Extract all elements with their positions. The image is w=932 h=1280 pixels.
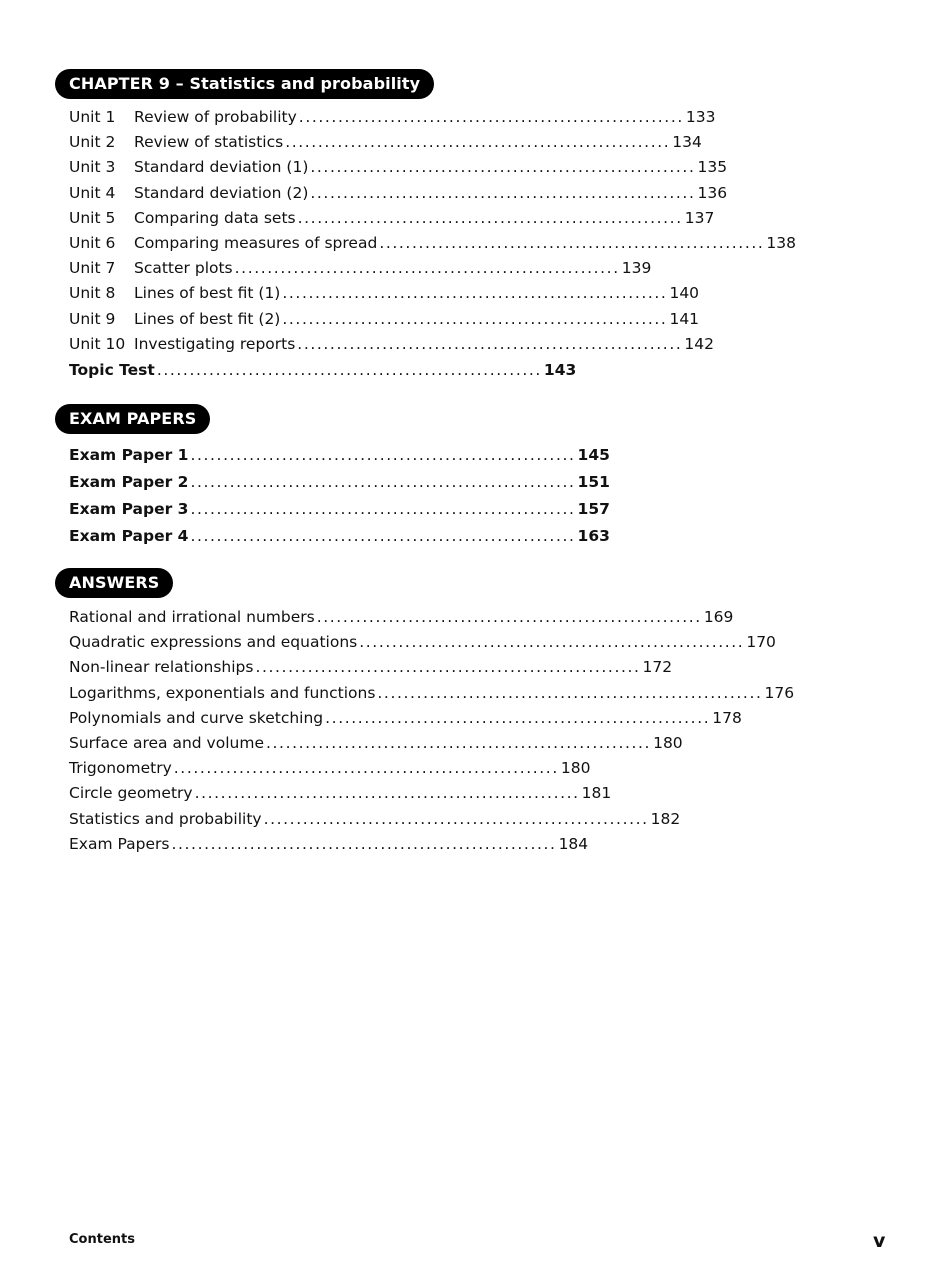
footer-page-number: v <box>873 1230 886 1252</box>
leader-dots: ........................................................... <box>285 133 671 152</box>
unit-title: Review of statistics <box>134 133 284 152</box>
leader-dots: ........................................................... <box>190 500 576 518</box>
leader-dots: ........................................................... <box>379 233 765 252</box>
answer-title: Trigonometry <box>69 759 172 778</box>
unit-number: Unit 5 <box>69 208 116 227</box>
page-number: 137 <box>684 208 715 227</box>
toc-row-answer[interactable] <box>69 630 776 655</box>
unit-title: Comparing measures of spread <box>134 233 378 252</box>
unit-title: Comparing data sets <box>134 208 296 227</box>
leader-dots: ........................................................... <box>194 784 580 803</box>
leader-dots: ........................................................... <box>263 809 649 828</box>
answer-title: Quadratic expressions and equations <box>69 633 358 652</box>
toc-row-answer[interactable] <box>69 832 589 857</box>
page-number: 140 <box>669 284 700 303</box>
leader-dots: ........................................................... <box>310 183 696 202</box>
page-number: 182 <box>650 809 681 828</box>
leader-dots: ........................................................... <box>325 708 711 727</box>
chapter-9-header: CHAPTER 9 – Statistics and probability <box>55 69 434 99</box>
toc-row-answer[interactable] <box>69 681 795 706</box>
answer-title: Non-linear relationships <box>69 658 254 677</box>
topic-test-title: Topic Test <box>69 360 155 379</box>
leader-dots: ........................................................... <box>173 759 559 778</box>
toc-row-exam-paper-2[interactable] <box>69 469 610 496</box>
unit-title: Standard deviation (1) <box>134 158 309 177</box>
exam-papers-section <box>55 404 610 550</box>
leader-dots: ........................................................... <box>377 683 763 702</box>
unit-number: Unit 4 <box>69 183 116 202</box>
answers-section <box>55 568 795 857</box>
chapter-9-unit-list <box>69 105 796 384</box>
answer-title: Logarithms, exponentials and functions <box>69 683 376 702</box>
leader-dots: ........................................................... <box>265 733 652 752</box>
leader-dots: ........................................................... <box>297 208 683 227</box>
page-number: 138 <box>766 233 796 252</box>
page-number: 145 <box>577 446 610 464</box>
unit-title: Investigating reports <box>134 334 296 353</box>
exam-paper-title: Exam Paper 1 <box>69 446 189 464</box>
toc-row-answer[interactable] <box>69 655 673 680</box>
leader-dots: ........................................................... <box>298 108 684 126</box>
leader-dots: ........................................................... <box>310 158 696 177</box>
leader-dots: ........................................................... <box>282 309 668 328</box>
unit-number: Unit 8 <box>69 284 116 303</box>
exam-papers-header: EXAM PAPERS <box>55 404 210 434</box>
page-number: 180 <box>653 733 683 752</box>
page-number: 142 <box>684 334 714 353</box>
unit-number: Unit 2 <box>69 133 116 152</box>
answer-title: Rational and irrational numbers <box>69 608 315 626</box>
toc-row-exam-paper-3[interactable] <box>69 496 610 523</box>
toc-row-answer[interactable] <box>69 781 612 806</box>
page-number: 141 <box>669 309 700 328</box>
unit-title: Review of probability <box>134 108 297 126</box>
answer-title: Polynomials and curve sketching <box>69 708 324 727</box>
toc-row-unit-3[interactable] <box>69 155 728 180</box>
answers-header: ANSWERS <box>55 568 173 598</box>
exam-paper-title: Exam Paper 3 <box>69 500 189 518</box>
page-number: 170 <box>746 633 776 652</box>
exam-paper-title: Exam Paper 2 <box>69 473 189 491</box>
page-number: 163 <box>577 527 610 545</box>
unit-number: Unit 7 <box>69 259 116 278</box>
toc-row-exam-paper-1[interactable] <box>69 442 610 469</box>
leader-dots: ........................................................... <box>171 834 557 853</box>
exam-paper-title: Exam Paper 4 <box>69 527 189 545</box>
unit-number: Unit 3 <box>69 158 116 177</box>
leader-dots: ........................................................... <box>255 658 641 677</box>
page-number: 157 <box>577 500 610 518</box>
page-number: 151 <box>577 473 610 491</box>
leader-dots: ........................................................... <box>190 473 576 491</box>
toc-row-unit-6[interactable] <box>69 231 796 256</box>
unit-title: Lines of best fit (1) <box>134 284 281 303</box>
toc-row-unit-2[interactable] <box>69 130 702 155</box>
unit-number: Unit 9 <box>69 309 116 328</box>
page-number: 135 <box>697 158 728 177</box>
page-number: 133 <box>685 108 716 126</box>
toc-row-answer[interactable] <box>69 731 683 756</box>
answers-list <box>69 605 795 857</box>
leader-dots: ........................................................... <box>359 633 745 652</box>
toc-row-unit-9[interactable] <box>69 307 700 332</box>
toc-row-exam-paper-4[interactable] <box>69 523 610 550</box>
toc-row-unit-4[interactable] <box>69 181 728 206</box>
toc-row-answer[interactable] <box>69 807 681 832</box>
footer-label: Contents <box>69 1232 135 1247</box>
chapter-9-section <box>55 69 796 384</box>
leader-dots: ........................................................... <box>282 284 668 303</box>
page-number: 176 <box>764 683 795 702</box>
toc-row-answer[interactable] <box>69 706 742 731</box>
page-number: 134 <box>672 133 702 152</box>
unit-title: Scatter plots <box>134 259 233 278</box>
page-number: 180 <box>560 759 591 778</box>
toc-row-unit-5[interactable] <box>69 206 715 231</box>
toc-row-topic-test[interactable] <box>69 357 577 384</box>
answer-title: Statistics and probability <box>69 809 262 828</box>
page-number: 178 <box>712 708 742 727</box>
leader-dots: ........................................................... <box>316 608 702 626</box>
toc-row-unit-10[interactable] <box>69 332 714 357</box>
leader-dots: ........................................................... <box>156 360 542 379</box>
toc-row-answer[interactable] <box>69 756 591 781</box>
answer-title: Exam Papers <box>69 834 170 853</box>
answer-title: Circle geometry <box>69 784 193 803</box>
page-number: 181 <box>581 784 612 803</box>
page-number: 143 <box>543 360 577 379</box>
toc-row-unit-8[interactable] <box>69 281 700 306</box>
unit-number: Unit 10 <box>69 334 126 353</box>
page-number: 169 <box>703 608 734 626</box>
answer-title: Surface area and volume <box>69 733 264 752</box>
toc-row-unit-1[interactable] <box>69 105 716 130</box>
leader-dots: ........................................................... <box>297 334 683 353</box>
toc-row-unit-7[interactable] <box>69 256 652 281</box>
page-number: 139 <box>621 259 652 278</box>
leader-dots: ........................................................... <box>190 446 576 464</box>
unit-title: Lines of best fit (2) <box>134 309 281 328</box>
page-number: 184 <box>558 834 589 853</box>
unit-number: Unit 6 <box>69 233 116 252</box>
page-number: 136 <box>697 183 728 202</box>
unit-number: Unit 1 <box>69 108 116 126</box>
exam-papers-list <box>69 442 610 550</box>
unit-title: Standard deviation (2) <box>134 183 309 202</box>
toc-row-answer[interactable] <box>69 605 734 630</box>
leader-dots: ........................................................... <box>234 259 620 278</box>
leader-dots: ........................................................... <box>190 527 576 545</box>
page-number: 172 <box>642 658 673 677</box>
